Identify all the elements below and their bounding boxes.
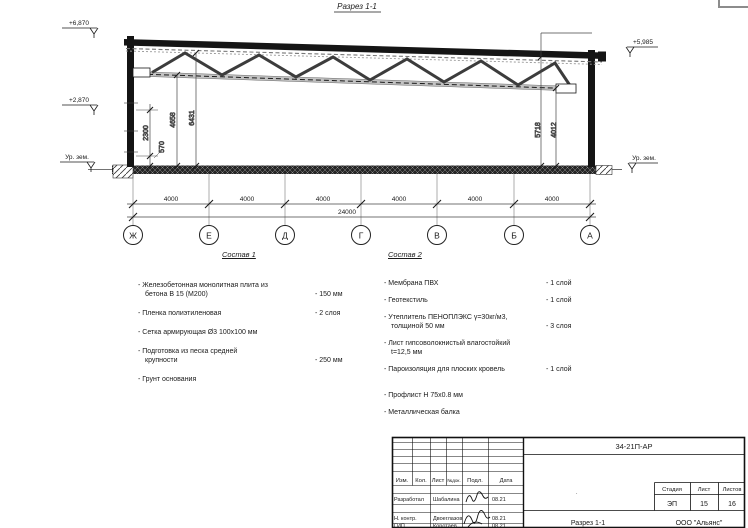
material-text: - Профлист Н 75х0.8 мм [384, 392, 463, 399]
row-date: 08.21 [492, 523, 506, 528]
material-text: - Пароизоляция для плоских кровель [384, 366, 505, 373]
left-column [127, 36, 134, 167]
elevation-arrow-icon [90, 105, 98, 115]
title-block [393, 438, 745, 528]
elevation-arrow-icon [90, 28, 98, 38]
col-izm: Изм. [395, 478, 409, 484]
list-item [384, 391, 580, 400]
row-role: Н. контр. [394, 516, 417, 522]
sostav2-heading: Состав 2 [388, 250, 422, 259]
truss-left-gusset [133, 68, 150, 77]
span-dim: 4000 [315, 196, 331, 203]
material-qty: - 1 слой [546, 297, 572, 304]
material-qty: - 1 слой [546, 280, 572, 287]
sheets-value: 16 [728, 501, 736, 508]
dim-2300: 2300 [142, 125, 150, 141]
row-role: ГИП [394, 523, 405, 528]
axis-label: В [434, 230, 440, 241]
elevation-ground-right [628, 155, 658, 173]
roof-end-cap [598, 52, 606, 62]
material-text: - Лист гипсоволокнистый влагостойкий t=12,5 мм [384, 340, 511, 356]
material-text: - Утеплитель ПЕНОПЛЭКС γ=30кг/м3, толщиной 50 мм [384, 314, 508, 330]
note-dot: . [576, 490, 578, 496]
dim-4658: 4658 [169, 112, 177, 128]
list-item [138, 375, 349, 384]
frame-corner-fragment [719, 0, 748, 7]
span-dim: 4000 [239, 196, 255, 203]
material-text: - Сетка армирующая Ø3 100х100 мм [138, 329, 258, 336]
row-name: Коротаев [433, 523, 457, 528]
axis-label: Б [511, 230, 517, 241]
col-ndok: №док. [447, 478, 461, 483]
total-dim: 24000 [337, 209, 357, 216]
sostav1-list [138, 281, 349, 394]
axis-extension-lines [133, 174, 590, 226]
row-date: 08.21 [492, 497, 506, 503]
axis-label: Г [358, 230, 364, 241]
ground-slab [88, 165, 622, 178]
dim-6431: 6431 [188, 110, 196, 126]
span-dim: 4000 [544, 196, 560, 203]
span-dim: 4000 [467, 196, 483, 203]
material-qty: - 2 слоя [315, 310, 341, 317]
company-name: ООО "Альянс" [675, 520, 723, 527]
dim-570: 570 [158, 141, 166, 153]
ground-level-right-label: Ур. зем. [632, 155, 656, 162]
dim-4012: 4012 [550, 122, 558, 138]
row-role: Разработал [394, 497, 424, 503]
material-text: - Пленка полиэтиленовая [138, 310, 222, 317]
sostav1-heading: Состав 1 [222, 250, 256, 259]
list-item [384, 365, 580, 374]
material-text: - Геотекстиль [384, 297, 428, 304]
axis-label: А [587, 230, 593, 241]
col-kol: Кол. [415, 478, 427, 484]
material-text: - Металлическая балка [384, 409, 460, 416]
material-text: - Железобетонная монолитная плита из бетона В 15 (М200) [138, 282, 269, 298]
list-item [384, 408, 580, 417]
col-podl: Подл. [467, 478, 483, 484]
list-item [138, 309, 349, 318]
material-qty: - 3 слоя [546, 323, 572, 330]
drawing-name: Разрез 1-1 [570, 520, 606, 527]
doc-number: 34-21П-АР [615, 442, 653, 451]
elevation-top-right-value: +5,985 [632, 39, 654, 46]
material-text: - Грунт основания [138, 376, 197, 383]
stage-value: ЭП [666, 501, 678, 508]
span-dim: 4000 [391, 196, 407, 203]
material-text: - Подготовка из песка средней крупности [138, 348, 238, 364]
list-item [384, 339, 580, 357]
material-text: - Мембрана ПВХ [384, 280, 439, 287]
sheets-label: Листов [722, 487, 742, 493]
list-item [384, 279, 580, 288]
list-item [384, 296, 580, 305]
elevation-top-left-value: +6,870 [68, 20, 90, 27]
row-name: Шабалина [433, 497, 460, 503]
sheet-label: Лист [697, 487, 711, 493]
list-item [384, 313, 580, 331]
elevation-arrow-icon [87, 162, 95, 172]
ground-level-left-label: Ур. зем. [65, 154, 89, 161]
total-dimension-row [127, 209, 596, 221]
stage-label: Стадия [662, 487, 682, 493]
list-item [138, 347, 349, 365]
list-item [138, 281, 349, 299]
sostav2-list [384, 279, 580, 425]
elevation-mid-left-value: +2,870 [68, 97, 90, 104]
axis-bubbles [124, 226, 600, 245]
elevation-arrow-icon [626, 47, 634, 57]
row-name: Двоеглазов [433, 516, 463, 522]
elevation-mid-left [62, 97, 98, 115]
axis-label: Д [282, 230, 288, 241]
section-title [334, 2, 381, 12]
col-list: Лист [431, 478, 445, 484]
axis-label: Ж [129, 230, 137, 241]
material-qty: - 150 мм [315, 291, 343, 298]
sheet-value: 15 [700, 501, 708, 508]
elevation-arrow-icon [628, 163, 636, 173]
span-dimension-row [127, 196, 596, 208]
section-title-text: Разрез 1-1 [337, 2, 377, 11]
elevation-top-left [62, 20, 98, 38]
span-dim: 4000 [163, 196, 179, 203]
material-qty: - 250 мм [315, 357, 343, 364]
axis-label: Е [206, 230, 212, 241]
dim-5718: 5718 [534, 122, 542, 138]
elevation-top-right [626, 39, 658, 57]
material-qty: - 1 слой [546, 366, 572, 373]
right-column [588, 50, 595, 167]
row-date: 08.21 [492, 516, 506, 522]
list-item [138, 328, 349, 337]
col-data: Дата [499, 478, 513, 484]
